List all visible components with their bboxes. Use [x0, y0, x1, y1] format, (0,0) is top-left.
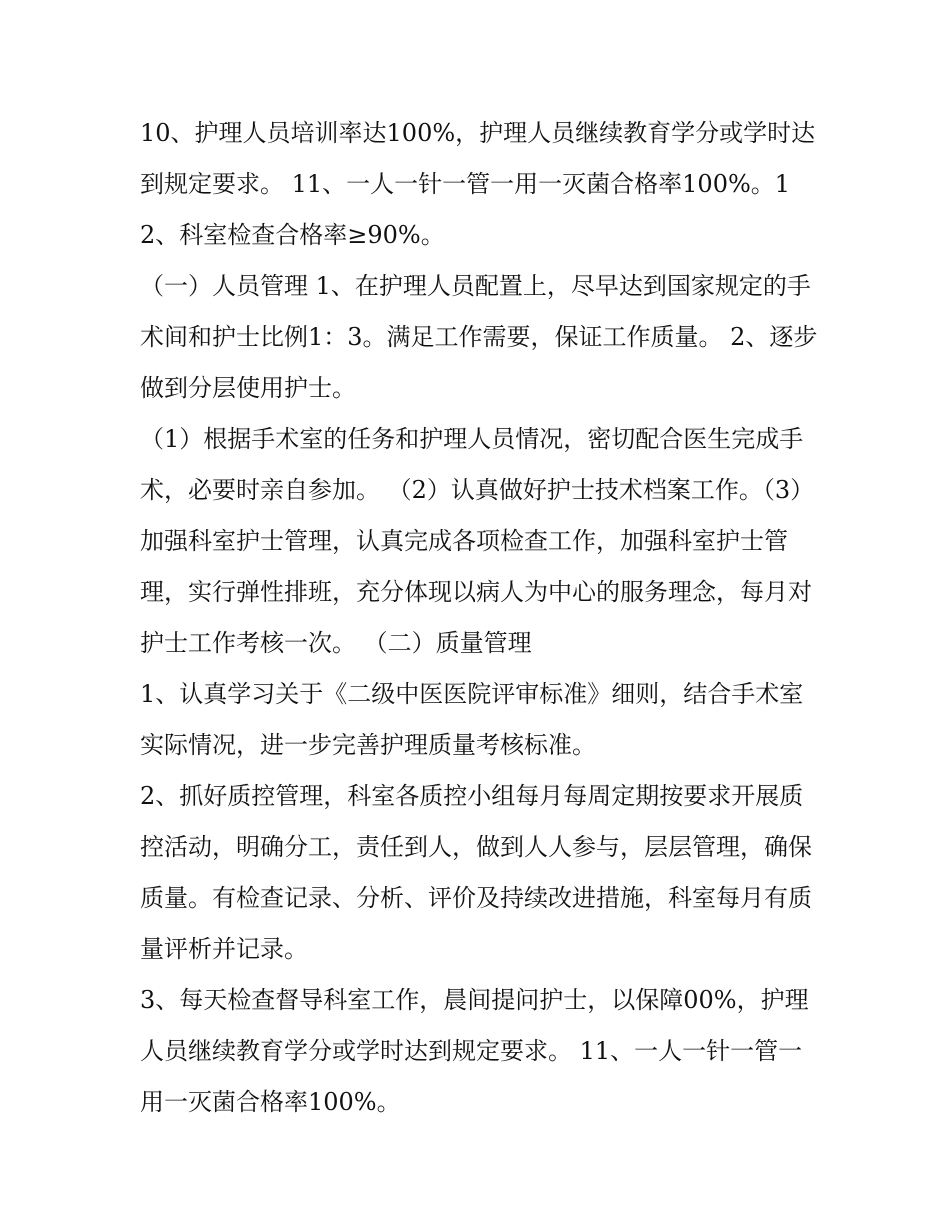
paragraph-staff-management: （一）人员管理 1、在护理人员配置上，尽早达到国家规定的手术间和护士比例1：3。满足工作需要，保证工作质量。 2、逐步做到分层使用护士。 — [140, 272, 818, 402]
paragraph-nurse-duties: （1）根据手术室的任务和护理人员情况，密切配合医生完成手术，必要时亲自参加。 （2）认真做好护士技术档案工作。（3）加强科室护士管理，认真完成各项检查工作，加强科室护士管理，实行弹性排班，充分体现以病人为中心的服务理念，每月对护士工作考核一次。 （二）质量管理 — [140, 425, 815, 657]
document-body — [140, 108, 820, 1128]
paragraph-quality-control: 2、抓好质控管理，科室各质控小组每月每周定期按要求开展质控活动，明确分工，责任到人，做到人人参与，层层管理，确保质量。有检查记录、分析、评价及持续改进措施，科室每月有质量评析并记录。 — [140, 782, 812, 963]
paragraph-daily-inspection: 3、每天检查督导科室工作，晨间提问护士，以保障00%，护理人员继续教育学分或学时达到规定要求。 11、一人一针一管一用一灭菌合格率100%。 — [140, 986, 809, 1116]
paragraph-training-goals: 10、护理人员培训率达100%，护理人员继续教育学分或学时达到规定要求。 11、一人一针一管一用一灭菌合格率100%。12、科室检查合格率≥90%。 — [140, 119, 816, 249]
paragraph-quality-standards: 1、认真学习关于《二级中医医院评审标准》细则，结合手术室实际情况，进一步完善护理质量考核标准。 — [140, 680, 804, 759]
